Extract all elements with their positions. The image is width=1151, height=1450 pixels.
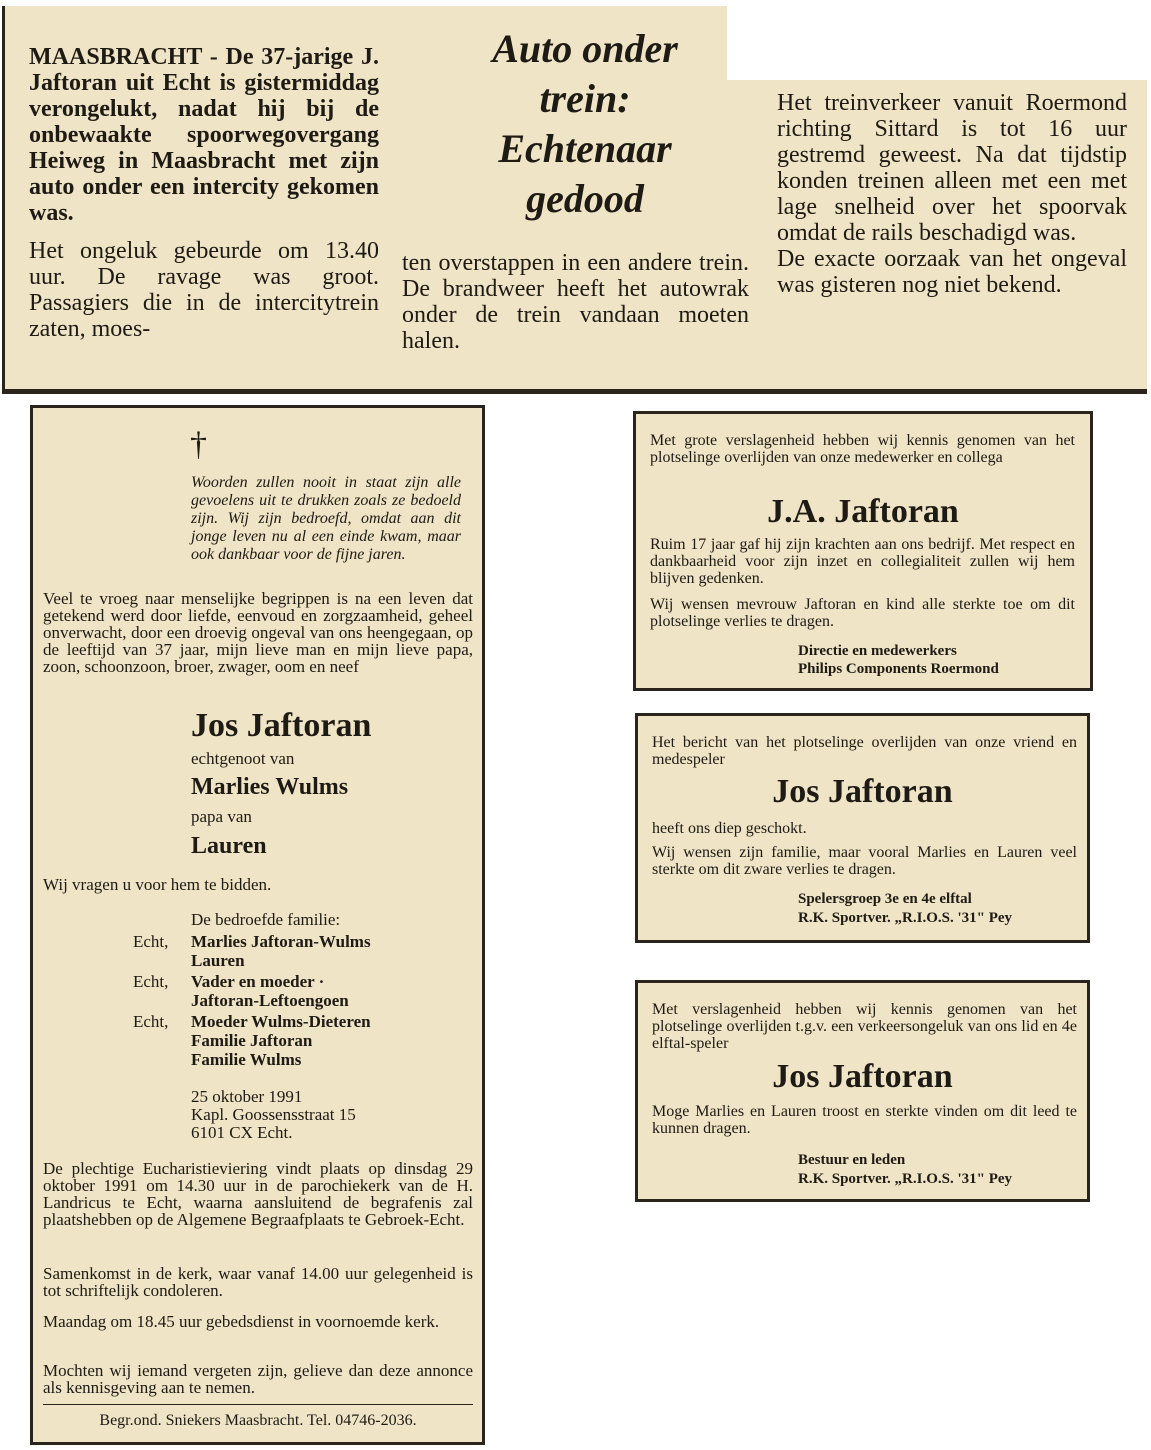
- family-names: [191, 1012, 461, 1069]
- family-name: Jaftoran-Leftoengoen: [191, 991, 349, 1010]
- notice-intro: Met grote verslagenheid hebben wij kennis genomen van het plotselinge overlijden van onze medewerker en collega: [650, 432, 1075, 466]
- notice-body: Ruim 17 jaar gaf hij zijn krachten aan ons bedrijf. Met respect en dankbaarheid voor zijn inzet en collegialiteit zullen wij hem blijven gedenken.: [650, 536, 1075, 587]
- family-name: Moeder Wulms-Dieteren: [191, 1012, 371, 1031]
- article-col1-body: Het ongeluk gebeurde om 13.40 uur. De ravage was groot. Passagiers die in de intercitytrein zaten, moes-: [29, 238, 379, 342]
- address-city: 6101 CX Echt.: [191, 1123, 293, 1142]
- gathering-info: Samenkomst in de kerk, waar vanaf 14.00 uur gelegenheid is tot schriftelijk condoleren.: [43, 1264, 473, 1300]
- family-names: [191, 972, 461, 1010]
- cross-icon: †: [190, 426, 207, 463]
- notice-wish: Wij wensen zijn familie, maar vooral Marlies en Lauren veel sterkte om dit zware verlies te dragen.: [652, 844, 1077, 878]
- death-notice-employer: [633, 411, 1093, 691]
- address-street: Kapl. Goossensstraat 15: [191, 1105, 356, 1124]
- death-notice-teammates: [635, 713, 1090, 943]
- news-article: [2, 6, 1147, 394]
- family-name: Lauren: [191, 951, 245, 970]
- prayer-service-info: Maandag om 18.45 uur gebedsdienst in voornoemde kerk.: [43, 1312, 440, 1331]
- notice-poem: Woorden zullen nooit in staat zijn alle gevoelens uit te drukken zoals ze bedoeld zijn. Wij zijn bedroefd, omdat aan dit jonge leven nu al een einde kwam, maar ook dankbaar voor de fijne jaren.: [191, 474, 461, 563]
- undertaker: Begr.ond. Sniekers Maasbracht. Tel. 04746-2036.: [99, 1412, 417, 1429]
- headline-line-3: Echtenaar: [498, 126, 672, 171]
- article-column-2: [402, 250, 749, 354]
- family-place: Echt,: [133, 972, 169, 991]
- article-headline: [425, 24, 745, 224]
- divider: [43, 1404, 473, 1405]
- headline-line-4: gedood: [526, 176, 644, 221]
- family-place: Echt,: [133, 932, 169, 951]
- headline-line-1: Auto onder: [492, 26, 678, 71]
- article-col2-body: ten overstappen in een andere trein. De brandweer heeft het autowrak onder de trein vandaan moeten halen.: [402, 250, 749, 354]
- deceased-name: J.A. Jaftoran: [767, 493, 959, 530]
- spouse-name: Marlies Wulms: [191, 774, 349, 800]
- signature-line-1: Directie en medewerkers: [798, 643, 957, 659]
- signature-line-1: Spelersgroep 3e en 4e elftal: [798, 891, 972, 907]
- notice-intro: Met verslagenheid hebben wij kennis genomen van het plotselinge overlijden t.g.v. een verkeersongeluk van ons lid en 4e elftal-speler: [652, 1001, 1077, 1052]
- article-col3-p1: Het treinverkeer vanuit Roermond richting Sittard is tot 16 uur gestremd geweest. Na dat tijdstip konden treinen alleen met een met lage snelheid over het spoorvak omdat de rails beschadigd was.: [777, 90, 1127, 246]
- article-column-3: [777, 90, 1127, 298]
- notice-date: 25 oktober 1991: [191, 1087, 303, 1106]
- article-column-1: [29, 44, 379, 342]
- headline-line-2: trein:: [539, 76, 631, 121]
- forget-note: Mochten wij iemand vergeten zijn, gelieve dan deze annonce als kennisgeving aan te nemen.: [43, 1361, 473, 1397]
- address-block: [191, 1088, 356, 1142]
- notice-wish: Wij wensen mevrouw Jaftoran en kind alle sterkte toe om dit plotselinge verlies te dragen.: [650, 596, 1075, 630]
- family-place: Echt,: [133, 1012, 169, 1031]
- notice-body: heeft ons diep geschokt.: [652, 820, 807, 837]
- prayer-request: Wij vragen u voor hem te bidden.: [43, 875, 272, 894]
- death-notice-family: [30, 405, 485, 1445]
- spouse-label: echtgenoot van: [191, 749, 295, 768]
- notice-body: Moge Marlies en Lauren troost en sterkte vinden om dit leed te kunnen dragen.: [652, 1103, 1077, 1137]
- deceased-name: Jos Jaftoran: [191, 707, 372, 744]
- death-notice-club: [635, 980, 1090, 1202]
- signature-line-2: R.K. Sportver. „R.I.O.S. '31" Pey: [798, 1171, 1013, 1187]
- notice-intro: Het bericht van het plotselinge overlijden van onze vriend en medespeler: [652, 734, 1077, 768]
- child-label: papa van: [191, 807, 252, 826]
- signature-line-1: Bestuur en leden: [798, 1152, 906, 1168]
- notice-intro: Veel te vroeg naar menselijke begrippen is na een leven dat getekend werd door liefde, eenvoud en zorgzaamheid, geheel onverwacht, door een droevig ongeval van ons heengegaan, op de leeftijd van 37 jaar, mijn lieve man en mijn lieve papa, zoon, schoonzoon, broer, zwager, oom en neef: [43, 589, 473, 676]
- article-lead: MAASBRACHT - De 37-jarige J. Jaftoran uit Echt is gistermiddag verongelukt, nadat hij bij de onbewaakte spoorwegovergang Heiweg in Maasbracht met zijn auto onder een intercity gekomen was.: [29, 44, 379, 226]
- family-name: Familie Wulms: [191, 1050, 302, 1069]
- family-name: Familie Jaftoran: [191, 1031, 313, 1050]
- deceased-name: Jos Jaftoran: [772, 773, 953, 810]
- family-names: [191, 932, 461, 970]
- family-name: Marlies Jaftoran-Wulms: [191, 932, 371, 951]
- service-info: De plechtige Eucharistieviering vindt plaats op dinsdag 29 oktober 1991 om 14.30 uur in de parochiekerk van de H. Landricus te Echt, waarna aansluitend de begrafenis zal plaatshebben op de Algemene Begraafplaats te Gebroek-Echt.: [43, 1159, 473, 1229]
- family-name: Vader en moeder ·: [191, 972, 325, 991]
- family-label: De bedroefde familie:: [191, 910, 341, 929]
- deceased-name: Jos Jaftoran: [772, 1058, 953, 1095]
- torn-edge: [727, 6, 1150, 80]
- child-name: Lauren: [191, 833, 267, 859]
- signature-line-2: R.K. Sportver. „R.I.O.S. '31" Pey: [798, 910, 1013, 926]
- signature-line-2: Philips Components Roermond: [798, 661, 999, 677]
- article-col3-p2: De exacte oorzaak van het ongeval was gisteren nog niet bekend.: [777, 246, 1127, 298]
